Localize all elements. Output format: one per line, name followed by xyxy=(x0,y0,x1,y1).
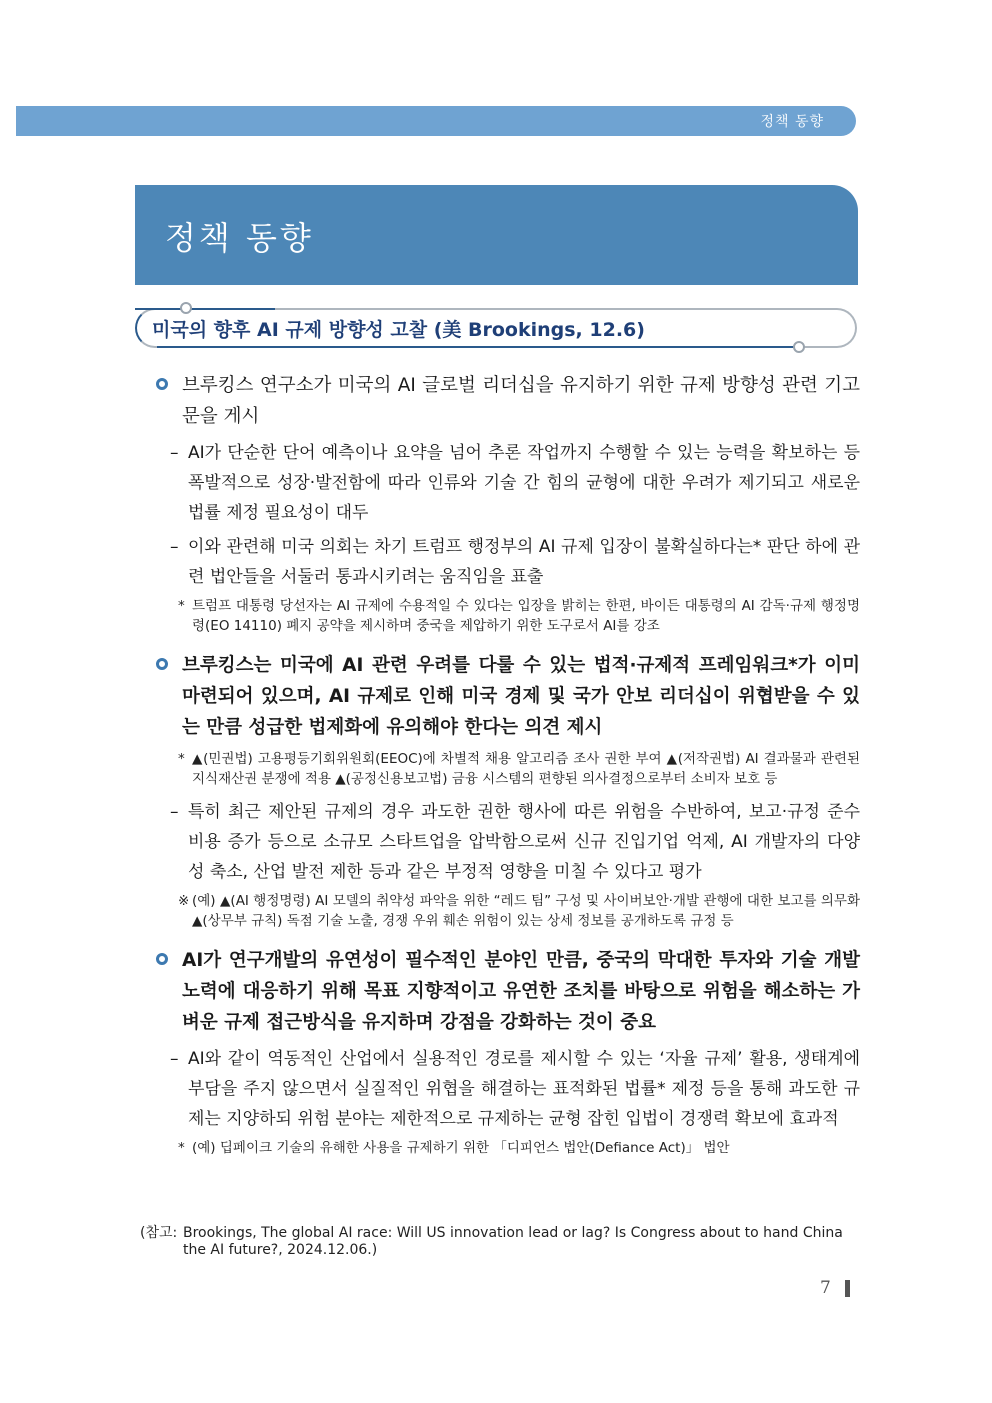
bullet-2-footnote-text: ▲(민권법) 고용평등기회위원회(EEOC)에 차별적 채용 알고리즘 조사 권한 부여 ▲(저작권법) AI 결과물과 관련된 지식재산권 분쟁에 적용 ▲(공정신용보고법) 금융 시스템의 편향된 의사결정으로부터 소비자 보호 등 xyxy=(192,751,860,787)
title-frame-dot-bottom xyxy=(793,341,805,353)
bullet-3-dash-1 xyxy=(150,1044,860,1134)
bullet-3 xyxy=(150,945,860,1038)
page-number-bar xyxy=(845,1280,850,1297)
title-frame-dot-top xyxy=(180,302,192,314)
section-title: 정책 동향 xyxy=(165,219,314,257)
bullet-1-dash-2-text: 이와 관련해 미국 의회는 차기 트럼프 행정부의 AI 규제 입장이 불확실하다는* 판단 하에 관련 법안들을 서둘러 통과시키려는 움직임을 표출 xyxy=(188,537,860,587)
dash-mark: – xyxy=(170,802,179,822)
bullet-3-footnote xyxy=(150,1138,860,1158)
bullet-circle-icon xyxy=(156,378,168,390)
bullet-1-footnote-text: 트럼프 대통령 당선자는 AI 규제에 수용적일 수 있다는 입장을 밝히는 한편, 바이든 대통령의 AI 감독·규제 행정명령(EO 14110) 폐지 공약을 제시하며 중국을 제압하기 위한 도구로서 AI를 강조 xyxy=(192,598,860,634)
bullet-1-dash-2 xyxy=(150,532,860,592)
reference-citation xyxy=(140,1225,860,1259)
title-frame-accent-bottom xyxy=(157,346,797,348)
dash-mark: – xyxy=(170,443,179,463)
page-number: 7 xyxy=(820,1278,831,1298)
dash-mark: – xyxy=(170,537,179,557)
bullet-2-example-note xyxy=(150,891,860,931)
bullet-2-text: 브루킹스는 미국에 AI 관련 우려를 다룰 수 있는 법적·규제적 프레임워크*가 이미 마련되어 있으며, AI 규제로 인해 미국 경제 및 국가 안보 리더십이 위협받을 수 있는 만큼 성급한 법제화에 유의해야 한다는 의견 제시 xyxy=(182,655,860,738)
top-header-band xyxy=(16,106,856,136)
reference-label: (참고: xyxy=(140,1225,178,1241)
bullet-2-dash-1-text: 특히 최근 제안된 규제의 경우 과도한 권한 행사에 따른 위험을 수반하여, 보고·규정 준수 비용 증가 등으로 소규모 스타트업을 압박함으로써 신규 진입기업 억제, AI 개발자의 다양성 축소, 산업 발전 제한 등과 같은 부정적 영향을 미칠 수 있다고 평가 xyxy=(188,802,860,882)
reference-mark: ※ xyxy=(178,893,190,909)
bullet-1-dash-1-text: AI가 단순한 단어 예측이나 요약을 넘어 추론 작업까지 수행할 수 있는 능력을 확보하는 등 폭발적으로 성장·발전함에 따라 인류와 기술 간 힘의 균형에 대한 우려가 제기되고 새로운 법률 제정 필요성이 대두 xyxy=(188,443,860,523)
article-title: 미국의 향후 AI 규제 방향성 고찰 (美 Brookings, 12.6) xyxy=(152,319,645,341)
bullet-1-footnote xyxy=(150,596,860,636)
bullet-1-dash-1 xyxy=(150,438,860,528)
bullet-circle-icon xyxy=(156,658,168,670)
bullet-circle-icon xyxy=(156,953,168,965)
bullet-2-footnote xyxy=(150,749,860,789)
bullet-1-text: 브루킹스 연구소가 미국의 AI 글로벌 리더십을 유지하기 위한 규제 방향성 관련 기고문을 게시 xyxy=(182,375,860,427)
bullet-2 xyxy=(150,650,860,743)
section-header xyxy=(135,185,858,285)
header-band-label: 정책 동향 xyxy=(760,114,824,130)
bullet-2-dash-1 xyxy=(150,797,860,887)
reference-text: Brookings, The global AI race: Will US innovation lead or lag? Is Congress about to hand China the AI future?, 2024.12.06.) xyxy=(183,1225,843,1258)
star-mark: * xyxy=(178,751,185,767)
bullet-3-dash-1-text: AI와 같이 역동적인 산업에서 실용적인 경로를 제시할 수 있는 ‘자율 규제’ 활용, 생태계에 부담을 주지 않으면서 실질적인 위협을 해결하는 표적화된 법률* 제정 등을 통해 과도한 규제는 지양하되 위험 분야는 제한적으로 규제하는 균형 잡힌 입법이 경쟁력 확보에 효과적 xyxy=(188,1049,860,1129)
bullet-2-example-note-text: (예) ▲(AI 행정명령) AI 모델의 취약성 파악을 위한 “레드 팀” 구성 및 사이버보안·개발 관행에 대한 보고를 의무화 ▲(상무부 규칙) 독점 기술 노출, 경쟁 우위 훼손 위험이 있는 상세 정보를 공개하도록 규정 등 xyxy=(192,893,860,929)
dash-mark: – xyxy=(170,1049,179,1069)
title-frame-accent-top xyxy=(135,308,275,310)
star-mark: * xyxy=(178,598,185,614)
bullet-1 xyxy=(150,370,860,432)
bullet-3-text: AI가 연구개발의 유연성이 필수적인 분야인 만큼, 중국의 막대한 투자와 기술 개발 노력에 대응하기 위해 목표 지향적이고 유연한 조치를 바탕으로 위험을 해소하는 가벼운 규제 접근방식을 유지하며 강점을 강화하는 것이 중요 xyxy=(182,950,860,1033)
bullet-3-footnote-text: (예) 딥페이크 기술의 유해한 사용을 규제하기 위한 「디피언스 법안(Defiance Act)」 법안 xyxy=(192,1140,730,1156)
article-body xyxy=(150,370,860,1166)
star-mark: * xyxy=(178,1140,185,1156)
